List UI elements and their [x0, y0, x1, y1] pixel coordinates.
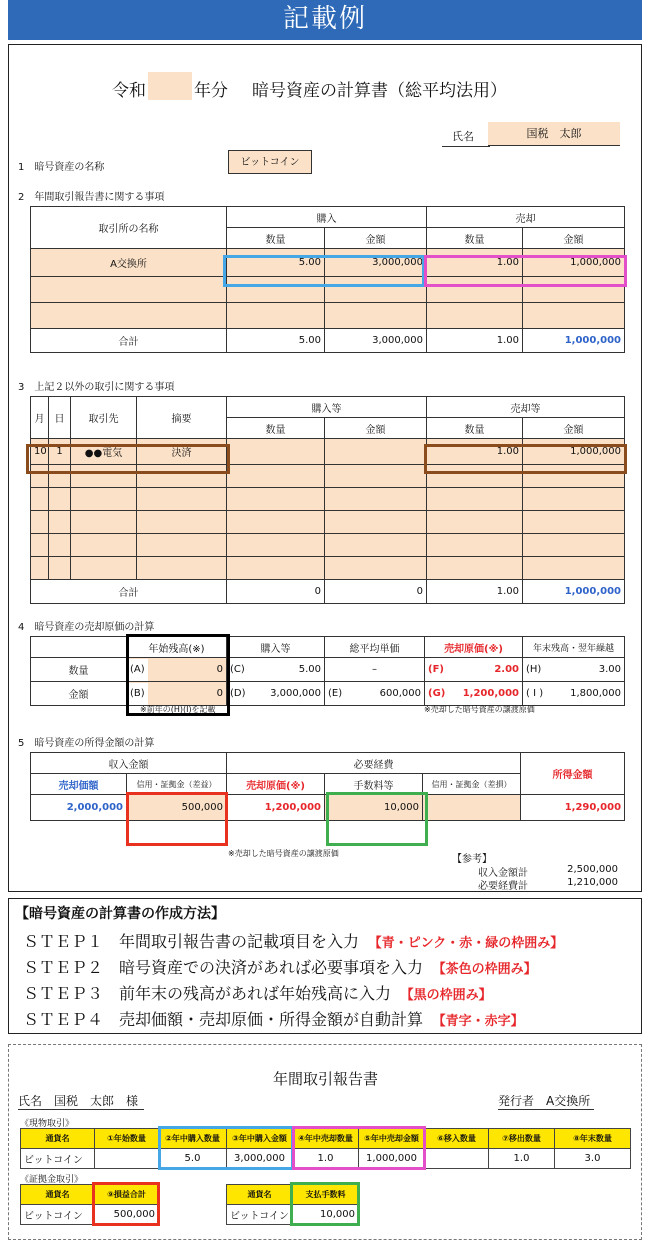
sale-price-value: 2,000,000: [31, 795, 127, 821]
income-table: 収入金額 必要経費 所得金額 売却価額 信用・証拠金（差益） 売却原価(※) 手数料等 信用・証拠金（差損） 2,000,000 500,000 1,200,000 10,000 1,290,000: [30, 752, 625, 821]
step-3: ＳＴＥＰ３ 前年末の残高があれば年始残高に入力 【黒の枠囲み】: [23, 984, 492, 1003]
ref-income-value: 2,500,000: [567, 864, 618, 875]
exchange-name-cell[interactable]: A交換所: [31, 249, 227, 277]
section4-label: 4 暗号資産の売却原価の計算: [18, 622, 155, 633]
section5-label: 5 暗号資産の所得金額の計算: [18, 738, 155, 749]
summary-cell[interactable]: 決済: [137, 439, 227, 465]
step-2: ＳＴＥＰ２ 暗号資産での決済があれば必要事項を入力 【茶色の枠囲み】: [23, 958, 537, 977]
section2-label: 2 年間取引報告書に関する事項: [18, 192, 165, 203]
sell-qty-cell[interactable]: 1.00: [427, 439, 523, 465]
income-result-value: 1,290,000: [521, 795, 625, 821]
cost-table: 年始残高(※) 購入等 総平均単価 売却原価(※) 年末残高・翌年繰越 数量 (A) 0 (C) 5.00 – (F) 2.00 (H) 3.00 金額 (B) 0 (D) 3,000,000 (E) 600,000 (G) 1,200,000 ( I ) 1,800,000: [30, 636, 625, 706]
ref-expense-value: 1,210,000: [567, 877, 618, 888]
note-cost-2: ※売却した暗号資産の譲渡原価: [228, 849, 339, 858]
sell-qty-cell[interactable]: 1.00: [427, 249, 523, 277]
note-prev-year: ※前年の(H)(I)を記載: [140, 705, 216, 714]
ref-income-label: 収入金額計: [478, 868, 528, 879]
spot-table: 通貨名 ①年始数量 ②年中購入数量 ③年中購入金額 ④年中売却数量 ⑤年中売却金額 ⑥移入数量 ⑦移出数量 ⑧年末数量 ビットコイン 5.0 3,000,000 1.0 1,000,000 1.0 3.0: [20, 1128, 631, 1169]
buy-qty-cell[interactable]: 5.00: [227, 249, 325, 277]
year-suffix: 年分: [194, 81, 228, 101]
page-title: 暗号資産の計算書（総平均法用）: [252, 81, 507, 101]
partner-cell[interactable]: ●●電気: [71, 439, 137, 465]
step-1: ＳＴＥＰ１ 年間取引報告書の記載項目を入力 【青・ピンク・赤・緑の枠囲み】: [23, 932, 564, 951]
note-cost: ※売却した暗号資産の譲渡原価: [424, 705, 535, 714]
other-transactions-table: 月 日 取引先 摘要 購入等 売却等 数量 金額 数量 金額 10 1 ●●電気 決済 1.00 1,000,000 合計 0 0 1.00 1,000,000: [30, 396, 625, 604]
sell-amount-cell[interactable]: 1,000,000: [523, 439, 625, 465]
era-label: 令和: [112, 81, 146, 101]
asset-name-field[interactable]: ビットコイン: [228, 150, 312, 174]
sell-amount-cell[interactable]: 1,000,000: [523, 249, 625, 277]
year-field[interactable]: [148, 72, 192, 100]
owner-label: 氏名: [452, 130, 474, 143]
cost-value: 1,200,000: [227, 795, 325, 821]
fee-table: 通貨名 支払手数料 ビットコイン 10,000: [226, 1184, 359, 1225]
exchange-table: 取引所の名称 購入 売却 数量 金額 数量 金額 A交換所 5.00 3,000,000 1.00 1,000,000 合計 5.00 3,000,000 1.00 1,000,000: [30, 206, 625, 353]
report-issuer: 発行者 A交換所: [498, 1092, 594, 1110]
buy-amount-cell[interactable]: 3,000,000: [325, 249, 427, 277]
banner: 記載例: [8, 0, 642, 40]
ref-expense-label: 必要経費計: [478, 881, 528, 892]
margin-table: 通貨名 ⑨損益合計 ビットコイン 500,000: [20, 1184, 159, 1225]
month-cell[interactable]: 10: [31, 439, 49, 465]
section3-label: 3 上記２以外の取引に関する事項: [18, 382, 175, 393]
spot-label: 《現物取引》: [20, 1119, 75, 1129]
day-cell[interactable]: 1: [49, 439, 71, 465]
margin-label: 《証拠金取引》: [20, 1175, 84, 1185]
howto-panel: [8, 898, 642, 1034]
fee-field[interactable]: 10,000: [325, 795, 423, 821]
howto-title: 【暗号資産の計算書の作成方法】: [15, 906, 225, 922]
report-title: 年間取引報告書: [272, 1070, 378, 1088]
margin-loss-field[interactable]: [423, 795, 521, 821]
owner-field[interactable]: 国税 太郎: [488, 122, 620, 146]
ref-label: 【参考】: [452, 854, 492, 865]
margin-profit-field[interactable]: 500,000: [127, 795, 227, 821]
section1-label: 1 暗号資産の名称: [18, 162, 105, 173]
step-4: ＳＴＥＰ４ 売却価額・売却原価・所得金額が自動計算 【青字・赤字】: [23, 1010, 524, 1029]
report-owner: 氏名 国税 太郎 様: [18, 1092, 144, 1110]
